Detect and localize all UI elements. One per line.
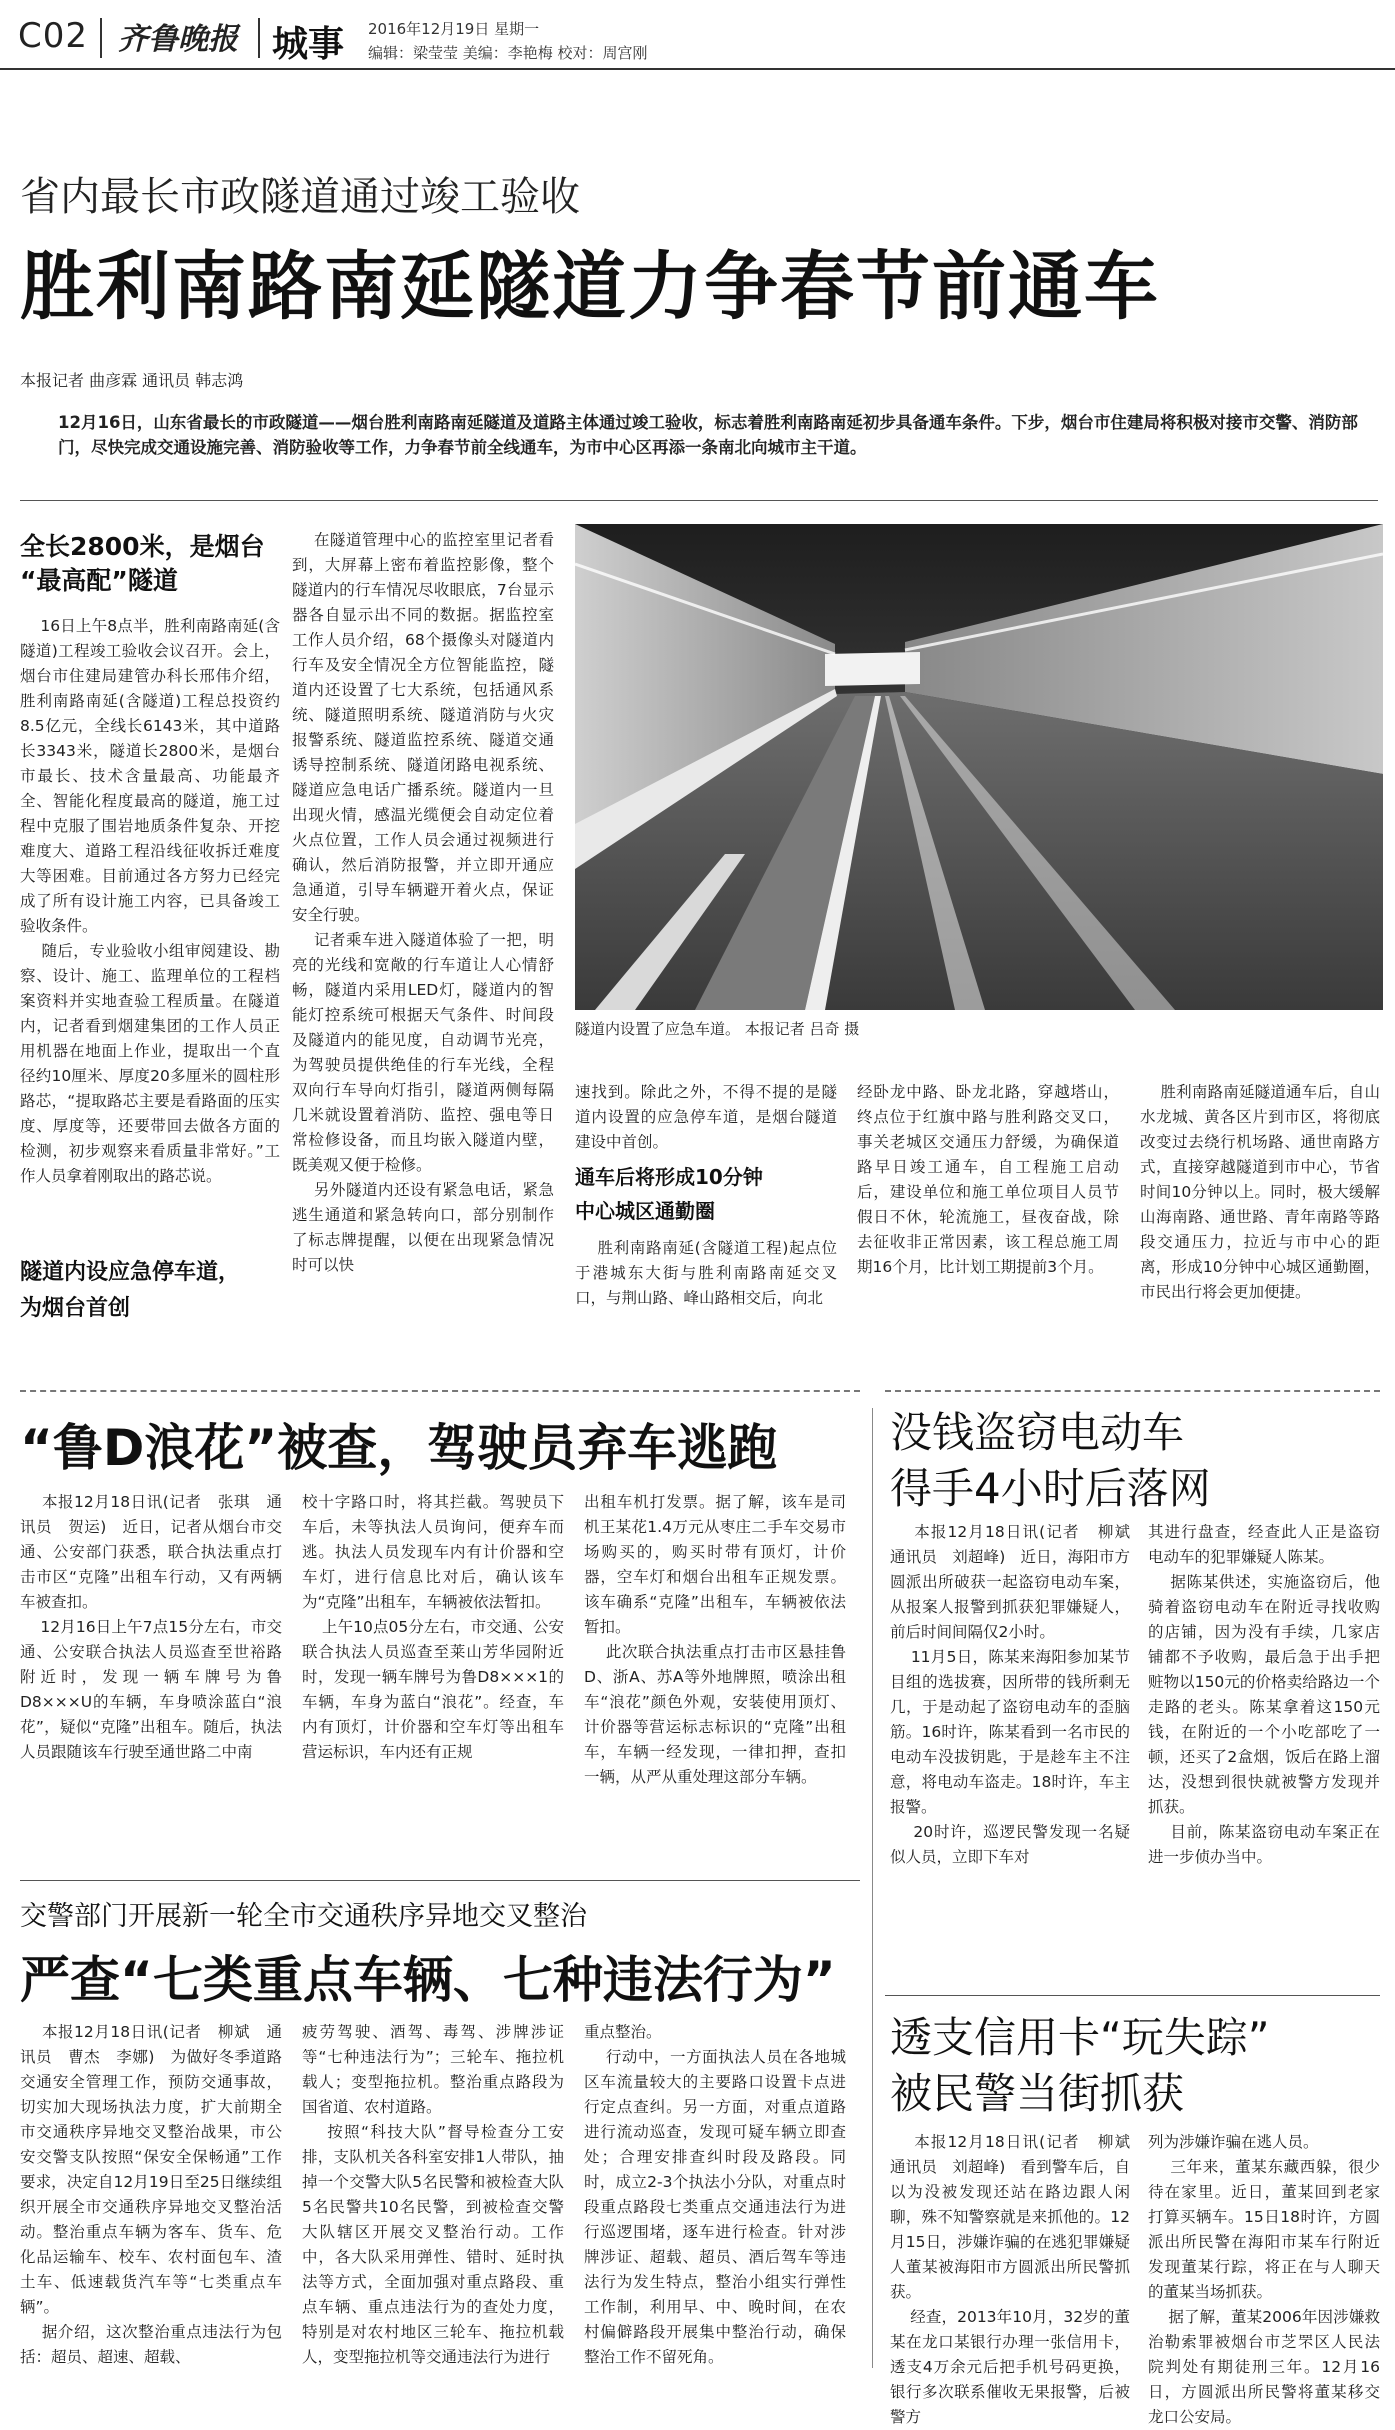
- lead-paragraph: 12月16日，山东省最长的市政隧道——烟台胜利南路南延隧道及道路主体通过竣工验收，标志着胜利南路南延初步具备通车条件。下步，烟台市住建局将积极对接市交警、消防部门，尽快完成交通设施完善、消防验收等工作，力争春节前全线通车，为市中心区再添一条南北向城市主干道。: [58, 413, 1358, 457]
- story2-col2: 校十字路口时，将其拦截。驾驶员下车后，未等执法人员询问，便弃车而逃。执法人员发现车内有计价器和空车灯，进行信息比对后，确认该车为“克隆”出租车，车辆被依法暂扣。 上午10点05分左右，市交通、公安联合执法人员巡查至莱山芳华园附近时，发现一辆车牌号为鲁D8×××1的车辆，车身为蓝白“浪花”。经查，车内有顶灯，计价器和空车灯等出租车营运标识，车内还有正规: [302, 1493, 564, 1761]
- lead-subhead-2: 隧道内设应急停车道， 为烟台首创: [20, 1260, 241, 1321]
- story3-col1: 本报12月18日讯(记者 柳斌 通讯员 刘超峰) 近日，海阳市方圆派出所破获一起盗窃电动车案，从报案人报警到抓获犯罪嫌疑人，前后时间间隔仅2小时。 11月5日，陈某来海阳参加某节目组的选拔赛，因所带的钱所剩无几，于是动起了盗窃电动车的歪脑筋。16时许，陈某看到一名市民的电动车没拔钥匙，于是趁车主不注意，将电动车盗走。18时许，车主报警。 20时许，巡逻民警发现一名疑似人员，立即下车对: [890, 1523, 1130, 1866]
- story3-headline: 没钱盗窃电动车 得手4小时后落网: [890, 1408, 1211, 1513]
- story5-col1: 本报12月18日讯(记者 柳斌 通讯员 刘超峰) 看到警车后，自以为没被发现还站在路边跟人闲聊，殊不知警察就是来抓他的。12月15日，涉嫌诈骗的在逃犯罪嫌疑人董某被海阳市方圆派出所民警抓获。 经查，2013年10月，32岁的董某在龙口某银行办理一张信用卡，透支4万余元后把手机号码更换，银行多次联系催收无果报警，后被警方: [890, 2133, 1130, 2426]
- lead-col4-text: 经卧龙中路、卧龙北路，穿越塔山，终点位于红旗中路与胜利路交叉口，事关老城区交通压力舒缓，为确保道路早日竣工通车，自工程施工启动后，建设单位和施工单位项目人员节假日不休，轮流施工，昼夜奋战，除去征收非正常因素，该工程总施工周期16个月，比计划工期提前3个月。: [857, 1083, 1119, 1276]
- story-rule: [20, 1880, 860, 1881]
- tunnel-photo: [575, 524, 1383, 1010]
- issue-date: 2016年12月19日 星期一: [368, 20, 540, 38]
- column-divider: [872, 1408, 873, 2368]
- lead-col2-text: 在隧道管理中心的监控室里记者看到，大屏幕上密布着监控影像，整个隧道内的行车情况尽收眼底，7台显示器各自显示出不同的数据。据监控室工作人员介绍，68个摄像头对隧道内行车及安全情况全方位智能监控，隧道内还设置了七大系统，包括通风系统、隧道照明系统、隧道消防与火灾报警系统、隧道监控系统、隧道交通诱导控制系统、隧道闭路电视系统、隧道应急电话广播系统。隧道内一旦出现火情，感温光缆便会自动定位着火点位置，工作人员会通过视频进行确认，然后消防报警，并立即开通应急通道，引导车辆避开着火点，保证安全行驶。 记者乘车进入隧道体验了一把，明亮的光线和宽敞的行车道让人心情舒畅，隧道内采用LED灯，隧道内的智能灯控系统可根据天气条件、时间段及隧道内的能见度，自动调节光亮，为驾驶员提供绝佳的行车光线，全程双向行车导向灯指引，隧道两侧每隔几米就设置着消防、监控、强电等日常检修设备，而且均嵌入隧道内壁，既美观又便于检修。 另外隧道内还设有紧急电话，紧急逃生通道和紧急转向口，部分别制作了标志牌提醒，以便在出现紧急情况时可以快: [292, 531, 554, 1274]
- lead-rule: [20, 500, 1378, 501]
- story4-col3: 重点整治。 行动中，一方面执法人员在各地城区车流量较大的主要路口设置卡点进行定点查纠。另一方面，对重点道路进行流动巡查，发现可疑车辆立即查处；合理安排查纠时段及路段。同时，成立2-3个执法小分队，对重点时段重点路段七类重点交通违法行为进行巡逻围堵，逐车进行检查。针对涉牌涉证、超载、超员、酒后驾车等违法行为发生特点，整治小组实行弹性工作制，利用早、中、晚时间，在农村偏僻路段开展集中整治行动，确保整治工作不留死角。: [584, 2023, 846, 2366]
- tunnel-illustration: [575, 524, 1383, 1010]
- story2-col3: 出租车机打发票。据了解，该车是司机王某花1.4万元从枣庄二手车交易市场购买的，购买时带有顶灯，计价器，空车灯和烟台出租车正规发票。该车确系“克隆”出租车，车辆被依法暂扣。 此次联合执法重点打击市区悬挂鲁D、浙A、苏A等外地牌照，喷涂出租车“浪花”颜色外观，安装使用顶灯、计价器等营运标志标识的“克隆”出租车，车辆一经发现，一律扣押，查扣一辆，从严从重处理这部分车辆。: [584, 1493, 846, 1786]
- story4-kicker: 交警部门开展新一轮全市交通秩序异地交叉整治: [20, 1901, 587, 1932]
- page-number: C02: [18, 16, 89, 56]
- lead-headline: 胜利南路南延隧道力争春节前通车: [20, 244, 1160, 330]
- editor-credits: 编辑：梁莹莹 美编：李艳梅 校对：周宫刚: [368, 44, 648, 62]
- masthead-divider: [258, 18, 260, 58]
- paper-logo: 齐鲁晚报: [118, 22, 238, 57]
- section-separator: [885, 1390, 1380, 1392]
- lead-col3-text-a: 速找到。除此之外，不得不提的是隧道内设置的应急停车道，是烟台隧道建设中首创。: [575, 1083, 837, 1151]
- photo-caption: 隧道内设置了应急车道。 本报记者 吕奇 摄: [575, 1020, 860, 1038]
- lead-byline: 本报记者 曲彦霖 通讯员 韩志鸿: [20, 371, 244, 390]
- story4-headline: 严查“七类重点车辆、七种违法行为”: [20, 1951, 836, 2009]
- lead-kicker: 省内最长市政隧道通过竣工验收: [20, 174, 580, 220]
- story5-col2: 列为涉嫌诈骗在逃人员。 三年来，董某东藏西躲，很少待在家里。近日，董某回到老家打算买辆车。15日18时许，方圆派出所民警在海阳市某车行附近发现董某行踪，将正在与人聊天的董某当场抓获。 据了解，董某2006年因涉嫌救治勒索罪被烟台市芝罘区人民法院判处有期徒刑三年。12月16日，方圆派出所民警将董某移交龙口公安局。: [1148, 2133, 1380, 2426]
- section-title: 城事: [272, 24, 345, 65]
- story3-col2: 其进行盘查，经查此人正是盗窃电动车的犯罪嫌疑人陈某。 据陈某供述，实施盗窃后，他骑着盗窃电动车在附近寻找收购的店铺，因为没有手续，几家店铺都不予收购，最后急于出手把赃物以150元的价格卖给路边一个走路的老头。陈某拿着这150元钱，在附近的一个小吃部吃了一顿，还买了2盒烟，饭后在路上溜达，没想到很快就被警方发现并抓获。 目前，陈某盗窃电动车案正在进一步侦办当中。: [1148, 1523, 1380, 1866]
- lead-subhead-1: 全长2800米，是烟台 “最高配”隧道: [20, 532, 265, 595]
- story5-headline: 透支信用卡“玩失踪” 被民警当街抓获: [890, 2013, 1270, 2118]
- story4-col1: 本报12月18日讯(记者 柳斌 通讯员 曹杰 李娜) 为做好冬季道路交通安全管理工作，预防交通事故，切实加大现场执法力度，扩大前期全市交通秩序异地交叉整治战果，市公安交警支队按照“保安全保畅通”工作要求，决定自12月19日至25日继续组织开展全市交通秩序异地交叉整治活动。整治重点车辆为客车、货车、危化品运输车、校车、农村面包车、渣土车、低速载货汽车等“七类重点车辆”。 据介绍，这次整治重点违法行为包括：超员、超速、超载、: [20, 2023, 282, 2366]
- lead-col5-text: 胜利南路南延隧道通车后，自山水龙城、黄各区片到市区，将彻底改变过去绕行机场路、通世南路方式，直接穿越隧道到市中心，节省时间10分钟以上。同时，极大缓解山海南路、通世路、青年南路等路段交通压力，拉近与市中心的距离，形成10分钟中心城区通勤圈，市民出行将会更加便捷。: [1140, 1083, 1380, 1301]
- section-separator: [20, 1390, 860, 1392]
- story-rule: [885, 1995, 1380, 1996]
- lead-subhead-3: 通车后将形成10分钟 中心城区通勤圈: [575, 1165, 763, 1223]
- lead-col3-text-b: 胜利南路南延(含隧道工程)起点位于港城东大街与胜利南路南延交叉口，与荆山路、峰山路相交后，向北: [575, 1239, 837, 1307]
- story4-col2: 疲劳驾驶、酒驾、毒驾、涉牌涉证等“七种违法行为”；三轮车、拖拉机载人；变型拖拉机。整治重点路段为国省道、农村道路。 按照“科技大队”督导检查分工安排，支队机关各科室安排1人带队，抽掉一个交警大队5名民警和被检查大队5名民警共10名民警，到被检查交警大队辖区开展交叉整治行动。工作中，各大队采用弹性、错时、延时执法等方式，全面加强对重点路段、重点车辆、重点违法行为的查处力度，特别是对农村地区三轮车、拖拉机载人，变型拖拉机等交通违法行为进行: [302, 2023, 564, 2366]
- story2-headline: “鲁D浪花”被查，驾驶员弃车逃跑: [20, 1419, 778, 1477]
- masthead-divider: [100, 18, 102, 58]
- story2-col1: 本报12月18日讯(记者 张琪 通讯员 贺运) 近日，记者从烟台市交通、公安部门获悉，联合执法重点打击市区“克隆”出租车行动，又有两辆车被查扣。 12月16日上午7点15分左右，市交通、公安联合执法人员巡查至世裕路附近时，发现一辆车牌号为鲁D8×××U的车辆，车身喷涂蓝白“浪花”，疑似“克隆”出租车。随后，执法人员跟随该车行驶至通世路二中南: [20, 1493, 282, 1761]
- masthead-rule: [0, 68, 1395, 70]
- lead-col1-text: 16日上午8点半，胜利南路南延(含隧道)工程竣工验收会议召开。会上，烟台市住建局建管办科长邢伟介绍，胜利南路南延(含隧道)工程总投资约8.5亿元，全线长6143米，其中道路长3343米，隧道长2800米，是烟台市最长、技术含量最高、功能最齐全、智能化程度最高的隧道，施工过程中克服了围岩地质条件复杂、开挖难度大、道路工程沿线征收拆迁难度大等困难。目前通过各方努力已经完成了所有设计施工内容，已具备竣工验收条件。 随后，专业验收小组审阅建设、勘察、设计、施工、监理单位的工程档案资料并实地查验工程质量。在隧道内，记者看到烟建集团的工作人员正用机器在地面上作业，提取出一个直径约10厘米、厚度20多厘米的圆柱形路芯，“提取路芯主要是看路面的压实度、厚度等，还要带回去做各方面的检测，初步观察来看质量非常好。”工作人员拿着刚取出的路芯说。: [20, 617, 280, 1185]
